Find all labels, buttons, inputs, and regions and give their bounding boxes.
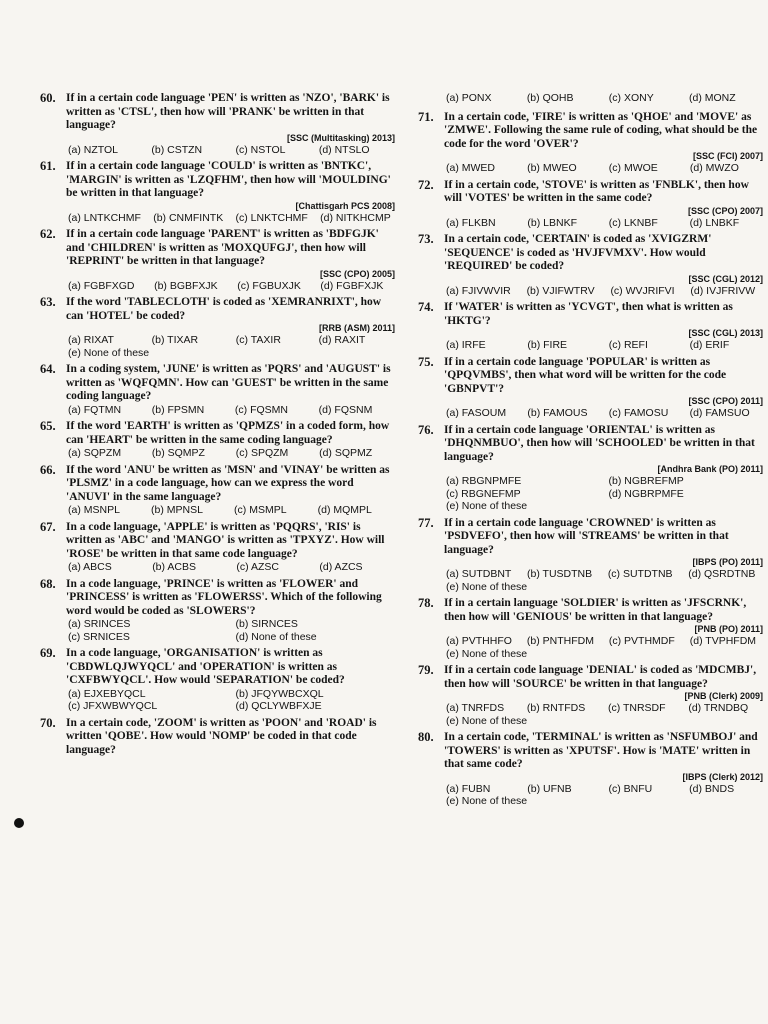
question-64 bbox=[40, 363, 395, 416]
right-column bbox=[418, 92, 763, 812]
answer-option: (b) MPNSL bbox=[151, 504, 203, 516]
answer-options bbox=[40, 561, 395, 574]
question-69 bbox=[40, 647, 395, 713]
answer-options bbox=[418, 702, 763, 727]
answer-option: (d) QSRDTNB bbox=[688, 568, 756, 580]
question-number: 70. bbox=[40, 715, 56, 730]
answer-option: (d) FAMSUO bbox=[689, 407, 750, 419]
answer-option: (a) FUBN bbox=[446, 782, 491, 795]
answer-options bbox=[418, 407, 763, 420]
question-79 bbox=[418, 664, 763, 727]
question-73 bbox=[418, 233, 763, 297]
answer-option: (a) NZTOL bbox=[68, 143, 118, 156]
question-text: If in a certain code language 'ORIENTAL' is written as 'DHQNMBUO', then how will 'SCHOOLED' be written in that language? bbox=[444, 423, 755, 463]
question-number: 72. bbox=[418, 177, 434, 192]
question-text: If in a certain code language 'PEN' is written as 'NZO', 'BARK' is written as 'CTSL', then how will 'PRANK' be written in that language? bbox=[66, 92, 390, 131]
answer-option: (c) SRNICES bbox=[68, 630, 130, 643]
question-text: If in a certain language 'SOLDIER' is written as 'JFSCRNK', then how will 'GENIOUS' be written in that language? bbox=[444, 597, 747, 623]
exam-source: [SSC (FCI) 2007] bbox=[692, 151, 763, 161]
answer-option: (b) RNTFDS bbox=[526, 702, 586, 714]
exam-source: [SSC (Multitasking) 2013] bbox=[286, 132, 395, 143]
exam-source: [IBPS (PO) 2011] bbox=[692, 557, 763, 567]
answer-option: (b) TIXAR bbox=[151, 334, 199, 346]
question-text: In a code language, 'APPLE' is written as 'PQQRS', 'RIS' is written as 'ABC' and 'MANGO' is written as 'TPXYZ'. How will 'ROSE' be written in that same code language? bbox=[66, 520, 385, 560]
question-number: 80. bbox=[418, 730, 434, 744]
question-text: In a code language, 'PRINCE' is written as 'FLOWER' and 'PRINCESS' is written as 'FLOWERSS'. Which of the following word would be coded as 'SLOWERS'? bbox=[66, 577, 382, 617]
exam-source: [SSC (CPO) 2011] bbox=[688, 396, 763, 406]
answer-option: (d) IVJFRIVW bbox=[690, 284, 756, 297]
question-71 bbox=[418, 111, 763, 175]
question-61 bbox=[40, 160, 395, 224]
question-number: 64. bbox=[40, 362, 56, 376]
answer-option: (c) NSTOL bbox=[235, 143, 286, 156]
answer-option: (a) SUTDBNT bbox=[446, 568, 512, 580]
question-number: 79. bbox=[418, 663, 434, 677]
question-75 bbox=[418, 356, 763, 420]
answer-option: (d) None of these bbox=[235, 630, 317, 643]
answer-option: (a) SRINCES bbox=[68, 618, 131, 630]
answer-option: (c) JFXWBWYQCL bbox=[68, 700, 158, 712]
answer-option: (d) FGBFXJK bbox=[320, 279, 384, 292]
answer-options bbox=[418, 339, 763, 352]
question-text: In a coding system, 'JUNE' is written as 'PQRS' and 'AUGUST' is written as 'WQFQMN'. How can 'GUEST' be written in the same coding language? bbox=[66, 363, 391, 402]
question-62 bbox=[40, 228, 395, 292]
answer-options bbox=[40, 404, 395, 417]
answer-option: (c) MSMPL bbox=[234, 504, 287, 516]
question-number: 63. bbox=[40, 295, 56, 309]
question-number: 69. bbox=[40, 646, 56, 660]
answer-option: (b) FPSMN bbox=[151, 403, 205, 416]
answer-option: (c) RBGNEFMP bbox=[446, 487, 521, 500]
answer-option: (c) PVTHMDF bbox=[608, 635, 675, 647]
answer-option: (a) PONX bbox=[446, 92, 492, 104]
answer-option: (e) None of these bbox=[446, 580, 528, 593]
left-column bbox=[40, 92, 395, 761]
question-text: If the word 'ANU' be written as 'MSN' and 'VINAY' be written as 'PLSMZ' in a code language, how can we express the word 'ANUVI' in the same language? bbox=[66, 463, 390, 503]
answer-options bbox=[40, 688, 395, 713]
answer-option: (b) NGBREFMP bbox=[608, 475, 684, 487]
answer-options bbox=[40, 280, 395, 293]
question-number: 77. bbox=[418, 515, 434, 530]
margin-dot bbox=[14, 818, 24, 828]
answer-option: (d) RAXIT bbox=[318, 334, 366, 346]
question-text: If in a certain code language 'DENIAL' is coded as 'MDCMBJ', then how will 'SOURCE' be written in that language? bbox=[444, 664, 757, 690]
question-number: 60. bbox=[40, 91, 56, 105]
answer-option: (c) SUTDTNB bbox=[607, 568, 673, 580]
answer-option: (b) TUSDTNB bbox=[527, 568, 593, 580]
answer-options bbox=[40, 504, 395, 517]
question-text: If the word 'TABLECLOTH' is coded as 'XEMRANRIXT', how can 'HOTEL' be coded? bbox=[66, 296, 382, 322]
question-65 bbox=[40, 420, 395, 460]
question-77 bbox=[418, 517, 763, 594]
exam-source: [SSC (CGL) 2012] bbox=[688, 273, 763, 284]
answer-option: (e) None of these bbox=[446, 795, 528, 807]
answer-option: (d) NGBRPMFE bbox=[608, 487, 684, 500]
question-number: 62. bbox=[40, 227, 56, 241]
answer-options bbox=[418, 635, 763, 660]
answer-option: (a) MWED bbox=[446, 162, 495, 174]
question-number: 74. bbox=[418, 300, 434, 314]
question-text: If in a certain code language 'PARENT' is written as 'BDFGJK' and 'CHILDREN' is written as 'MOXQUFGJ', then how will 'REPRINT' be written in that language? bbox=[66, 228, 379, 267]
answer-option: (e) None of these bbox=[68, 346, 150, 359]
answer-option: (d) FQSNM bbox=[318, 403, 373, 416]
question-number: 76. bbox=[418, 422, 434, 437]
answer-option: (a) EJXEBYQCL bbox=[68, 687, 146, 700]
answer-option: (b) PNTHFDM bbox=[526, 635, 594, 647]
question-66 bbox=[40, 464, 395, 517]
answer-option: (d) QCLYWBFXJE bbox=[235, 700, 322, 712]
answer-option: (a) FJIVWVIR bbox=[446, 284, 511, 297]
question-text: If 'WATER' is written as 'YCVGT', then what is written as 'HKTG'? bbox=[444, 301, 733, 327]
answer-option: (b) JFQYWBCXQL bbox=[235, 687, 324, 700]
question-70-options bbox=[418, 92, 763, 105]
answer-option: (c) XONY bbox=[608, 92, 654, 104]
answer-option: (b) FAMOUS bbox=[527, 407, 588, 419]
question-text: In a certain code, 'FIRE' is written as 'QHOE' and 'MOVE' as 'ZMWE'. Following the same rule of coding, what should be the code for the word 'OVER'? bbox=[444, 110, 758, 150]
answer-option: (e) None of these bbox=[446, 714, 528, 727]
answer-option: (b) SIRNCES bbox=[235, 618, 298, 630]
question-text: If in a certain code language 'COULD' is written as 'BNTKC', 'MARGIN' is written as 'LZQFHM', then how will 'MOULDING' be written in that language? bbox=[66, 160, 391, 199]
answer-options bbox=[40, 334, 395, 359]
answer-options bbox=[40, 618, 395, 643]
question-78 bbox=[418, 597, 763, 660]
question-text: If the word 'EARTH' is written as 'QPMZS' in a coded form, how can 'HEART' be written in the same coding language? bbox=[66, 420, 390, 446]
answer-option: (d) TRNDBQ bbox=[688, 702, 749, 714]
answer-option: (a) LNTKCHMF bbox=[68, 211, 141, 224]
question-text: In a code language, 'ORGANISATION' is written as 'CBDWLQJWYQCL' and 'OPERATION' is written as 'CXFBWYQCL'. How would 'SEPARATION' be coded? bbox=[66, 647, 345, 686]
answer-option: (d) MWZO bbox=[689, 162, 739, 174]
question-number: 73. bbox=[418, 232, 434, 246]
answer-option: (c) BNFU bbox=[608, 782, 653, 795]
question-text: In a certain code, 'CERTAIN' is coded as 'XVIGZRM' 'SEQUENCE' is coded as 'HVJFVMXV'. How would 'REQUIRED' be coded? bbox=[444, 233, 712, 272]
answer-option: (b) CSTZN bbox=[151, 143, 203, 156]
question-text: If in a certain code, 'STOVE' is written as 'FNBLK', then how will 'VOTES' be written in the same code? bbox=[444, 178, 749, 204]
exam-source: [IBPS (Clerk) 2012] bbox=[682, 771, 763, 782]
answer-option: (d) BNDS bbox=[689, 782, 735, 795]
answer-options bbox=[418, 162, 763, 175]
answer-option: (c) SPQZM bbox=[235, 447, 289, 459]
answer-option: (b) VJIFWTRV bbox=[526, 284, 595, 297]
answer-options bbox=[418, 783, 763, 808]
answer-option: (b) SQMPZ bbox=[151, 447, 205, 459]
answer-option: (c) WVJRIFVI bbox=[610, 284, 675, 297]
answer-option: (c) FGBUXJK bbox=[237, 279, 301, 292]
answer-option: (d) MONZ bbox=[689, 92, 736, 104]
exam-source: [SSC (CGL) 2013] bbox=[688, 328, 763, 338]
answer-option: (b) MWEO bbox=[527, 162, 577, 174]
answer-option: (c) LNKTCHMF bbox=[235, 211, 308, 224]
question-67 bbox=[40, 521, 395, 574]
question-text: If in a certain code language 'CROWNED' is written as 'PSDVEFO', then how will 'STREAMS' be written in that language? bbox=[444, 516, 729, 556]
answer-option: (c) MWOE bbox=[608, 162, 658, 174]
answer-option: (d) LNBKF bbox=[689, 216, 740, 229]
answer-options bbox=[418, 475, 763, 513]
question-68 bbox=[40, 578, 395, 644]
answer-option: (a) ABCS bbox=[68, 561, 112, 573]
question-76 bbox=[418, 424, 763, 513]
question-text: In a certain code, 'TERMINAL' is written as 'NSFUMBOJ' and 'TOWERS' is written as 'XPUTSF'. How is 'MATE' written in that same code? bbox=[444, 731, 758, 770]
answer-option: (b) FIRE bbox=[527, 339, 568, 351]
answer-options bbox=[40, 212, 395, 225]
answer-option: (b) LBNKF bbox=[527, 216, 577, 229]
answer-option: (d) ERIF bbox=[689, 339, 730, 351]
question-number: 61. bbox=[40, 159, 56, 173]
question-number: 78. bbox=[418, 596, 434, 610]
answer-option: (a) FQTMN bbox=[68, 403, 122, 416]
answer-option: (b) ACBS bbox=[152, 561, 196, 573]
answer-option: (d) TVPHFDM bbox=[689, 635, 757, 647]
answer-option: (c) FAMOSU bbox=[608, 407, 669, 419]
answer-option: (a) FASOUM bbox=[446, 407, 507, 419]
question-80 bbox=[418, 731, 763, 808]
answer-option: (a) FLKBN bbox=[446, 216, 496, 229]
question-74 bbox=[418, 301, 763, 352]
exam-source: [SSC (CPO) 2007] bbox=[687, 205, 763, 216]
question-63 bbox=[40, 296, 395, 359]
question-number: 65. bbox=[40, 419, 56, 433]
answer-option: (c) FQSMN bbox=[234, 403, 288, 416]
question-number: 71. bbox=[418, 109, 434, 124]
answer-option: (a) MSNPL bbox=[68, 504, 120, 516]
answer-option: (e) None of these bbox=[446, 500, 528, 512]
answer-option: (c) REFI bbox=[608, 339, 648, 351]
question-number: 67. bbox=[40, 519, 56, 534]
answer-option: (b) CNMFINTK bbox=[153, 211, 224, 224]
answer-option: (d) NITKHCMP bbox=[320, 211, 391, 224]
answer-options bbox=[418, 285, 763, 298]
answer-option: (a) TNRFDS bbox=[446, 702, 505, 714]
answer-option: (b) BGBFXJK bbox=[154, 279, 218, 292]
answer-option: (a) SQPZM bbox=[68, 447, 122, 459]
answer-option: (d) NTSLO bbox=[318, 143, 370, 156]
answer-option: (a) IRFE bbox=[446, 339, 486, 351]
answer-option: (e) None of these bbox=[446, 647, 528, 660]
exam-source: [PNB (Clerk) 2009] bbox=[684, 691, 763, 701]
question-text: If in a certain code language 'POPULAR' is written as 'QPQVMBS', then what word will be written for the code 'GBNPVT'? bbox=[444, 355, 727, 395]
answer-option: (d) SQPMZ bbox=[319, 447, 373, 459]
answer-option: (a) RBGNPMFE bbox=[446, 475, 522, 487]
answer-option: (b) QOHB bbox=[526, 92, 574, 104]
exam-source: [Chattisgarh PCS 2008] bbox=[295, 200, 395, 211]
answer-option: (a) FGBFXGD bbox=[68, 279, 135, 292]
exam-source: [RRB (ASM) 2011] bbox=[318, 323, 395, 333]
question-72 bbox=[418, 179, 763, 230]
answer-option: (c) TAXIR bbox=[235, 334, 281, 346]
answer-option: (a) RIXAT bbox=[68, 334, 114, 346]
exam-source: [SSC (CPO) 2005] bbox=[319, 268, 395, 279]
exam-source: [Andhra Bank (PO) 2011] bbox=[657, 464, 763, 474]
question-text: In a certain code, 'ZOOM' is written as 'POON' and 'ROAD' is written 'QOBE'. How would 'NOMP' be coded in that code language? bbox=[66, 716, 377, 756]
question-number: 75. bbox=[418, 354, 434, 369]
exam-source: [PNB (PO) 2011] bbox=[694, 624, 763, 634]
answer-option: (c) AZSC bbox=[236, 561, 279, 573]
answer-option: (c) TNRSDF bbox=[608, 702, 666, 714]
answer-option: (b) UFNB bbox=[527, 782, 572, 795]
question-number: 68. bbox=[40, 576, 56, 591]
answer-options bbox=[40, 144, 395, 157]
question-70 bbox=[40, 717, 395, 758]
question-number: 66. bbox=[40, 462, 56, 477]
question-60 bbox=[40, 92, 395, 156]
answer-option: (a) PVTHHFO bbox=[446, 635, 512, 647]
answer-option: (d) AZCS bbox=[319, 561, 363, 573]
answer-options bbox=[418, 568, 763, 593]
answer-options bbox=[418, 217, 763, 230]
answer-options bbox=[40, 447, 395, 460]
answer-option: (d) MQMPL bbox=[317, 504, 372, 516]
answer-option: (c) LKNBF bbox=[608, 216, 658, 229]
